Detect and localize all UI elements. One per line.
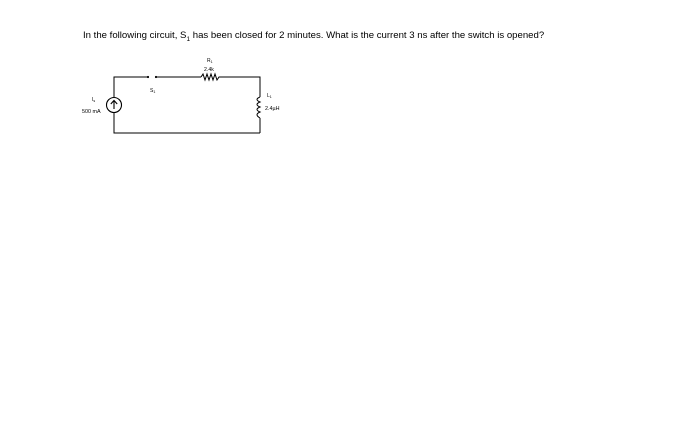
inductor-label: $L_1$ [267, 93, 272, 99]
current-source [82, 97, 122, 115]
current-source-value: 500 mA [82, 109, 101, 115]
inductor-value: 2.4µH [265, 106, 280, 112]
resistor-label: $R_1$ [207, 58, 213, 64]
inductor-symbol [257, 97, 260, 118]
wire-left-top [114, 77, 148, 97]
switch-terminal-left [147, 76, 149, 78]
current-source-label: $I_s$ [92, 97, 96, 103]
resistor-r1 [201, 58, 221, 80]
circuit-wires [114, 77, 260, 133]
switch-label: $S_1$ [150, 88, 156, 94]
resistor-symbol [201, 74, 221, 80]
wire-resistor-right [221, 77, 260, 97]
wire-bottom [114, 113, 260, 133]
switch-terminal-right [155, 76, 157, 78]
resistor-value: 2.4k [204, 67, 214, 73]
question-text: In the following circuit, $S_1$ has been closed for 2 minutes. What is the current 3 ns after the switch is opened? [83, 30, 545, 43]
switch-s1 [147, 76, 157, 94]
